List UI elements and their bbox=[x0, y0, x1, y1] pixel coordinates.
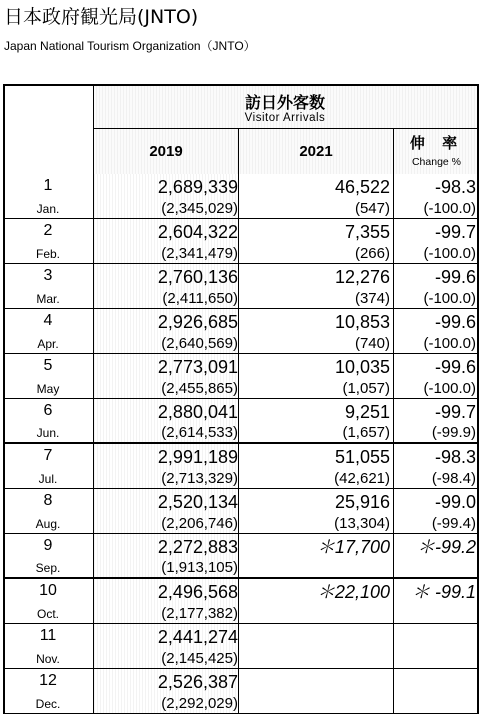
month-name: Apr. bbox=[37, 337, 59, 351]
page-subtitle: Japan National Tourism Organization（JNTO） bbox=[4, 39, 256, 53]
subvalue-change: (-99.4) bbox=[431, 515, 476, 532]
month-number: 1 bbox=[43, 177, 53, 194]
table-row bbox=[3, 354, 479, 399]
month-name: Mar. bbox=[36, 292, 60, 306]
value-2019: 2,991,189 bbox=[157, 447, 238, 467]
value-2019: 2,604,322 bbox=[157, 222, 238, 242]
subvalue-2019: (2,145,425) bbox=[161, 650, 238, 667]
value-2019: 2,880,041 bbox=[157, 402, 238, 422]
subvalue-2019: (2,640,569) bbox=[161, 335, 238, 352]
subvalue-change: (-100.0) bbox=[423, 245, 476, 262]
table-row bbox=[3, 669, 479, 714]
value-2021: ＊17,700 bbox=[316, 537, 390, 557]
value-change: ＊ -99.1 bbox=[411, 582, 476, 602]
month-number: 10 bbox=[39, 582, 57, 599]
value-2019: 2,926,685 bbox=[157, 312, 238, 332]
cell-2021 bbox=[238, 399, 393, 442]
cell-change bbox=[393, 489, 479, 533]
col-header-2019 bbox=[93, 129, 238, 174]
cell-2021 bbox=[238, 624, 393, 668]
subvalue-2019: (2,345,029) bbox=[161, 200, 238, 217]
cell-2019 bbox=[93, 174, 238, 218]
subvalue-2021: (266) bbox=[354, 245, 390, 262]
cell-2019 bbox=[93, 264, 238, 308]
subvalue-2021: (42,621) bbox=[334, 470, 390, 487]
month-header-cell bbox=[5, 86, 93, 174]
subvalue-2019: (2,341,479) bbox=[161, 245, 238, 262]
cell-change bbox=[393, 444, 479, 488]
value-change: ＊-99.2 bbox=[416, 537, 476, 557]
col-2019-label: 2019 bbox=[149, 143, 183, 160]
cell-2019 bbox=[93, 624, 238, 668]
value-change: -98.3 bbox=[434, 447, 476, 467]
visitor-arrivals-header bbox=[93, 86, 477, 129]
month-name: Jan. bbox=[36, 202, 60, 216]
month-cell bbox=[5, 174, 93, 218]
cell-change bbox=[393, 399, 479, 442]
month-cell bbox=[5, 489, 93, 533]
change-en-label: Change % bbox=[411, 156, 462, 168]
cell-2019 bbox=[93, 354, 238, 398]
subvalue-change: (-100.0) bbox=[423, 380, 476, 397]
month-cell bbox=[5, 309, 93, 353]
month-cell bbox=[5, 624, 93, 668]
month-cell bbox=[5, 579, 93, 623]
month-name: Jul. bbox=[38, 472, 58, 486]
cell-2021 bbox=[238, 489, 393, 533]
subvalue-change: (-98.4) bbox=[431, 470, 476, 487]
subvalue-2019: (2,713,329) bbox=[161, 470, 238, 487]
table-row bbox=[3, 444, 479, 489]
subvalue-2019: (2,614,533) bbox=[161, 424, 238, 441]
month-number: 11 bbox=[39, 627, 57, 644]
table-row bbox=[3, 534, 479, 579]
value-2021: 10,035 bbox=[334, 357, 390, 377]
month-cell bbox=[5, 219, 93, 263]
subvalue-change: (-100.0) bbox=[423, 290, 476, 307]
value-2021: 10,853 bbox=[334, 312, 390, 332]
cell-change bbox=[393, 219, 479, 263]
value-change: -99.0 bbox=[434, 492, 476, 512]
subvalue-2019: (2,177,382) bbox=[161, 605, 238, 622]
visitor-arrivals-en: Visitor Arrivals bbox=[244, 112, 326, 124]
visitor-arrivals-jp: 訪日外客数 bbox=[244, 93, 325, 112]
value-2021: 46,522 bbox=[334, 177, 390, 197]
cell-2021 bbox=[238, 579, 393, 623]
month-number: 5 bbox=[43, 357, 53, 374]
value-2019: 2,520,134 bbox=[157, 492, 238, 512]
page-title: 日本政府観光局(JNTO) bbox=[4, 6, 199, 28]
value-change: -99.7 bbox=[434, 402, 476, 422]
value-2021: 51,055 bbox=[334, 447, 390, 467]
month-name: May bbox=[36, 382, 60, 396]
table-row bbox=[3, 174, 479, 219]
col-header-change bbox=[393, 129, 479, 174]
month-name: Feb. bbox=[35, 247, 60, 261]
subvalue-2021: (13,304) bbox=[334, 515, 390, 532]
cell-2021 bbox=[238, 444, 393, 488]
month-name: Jun. bbox=[36, 426, 60, 440]
month-cell bbox=[5, 264, 93, 308]
cell-2021 bbox=[238, 534, 393, 577]
month-number: 4 bbox=[43, 312, 53, 329]
table-row bbox=[3, 219, 479, 264]
subvalue-2021: (1,057) bbox=[342, 380, 390, 397]
value-change: -98.3 bbox=[434, 177, 476, 197]
month-name: Nov. bbox=[36, 652, 60, 666]
table-row bbox=[3, 624, 479, 669]
cell-change bbox=[393, 534, 479, 577]
cell-change bbox=[393, 624, 479, 668]
cell-change bbox=[393, 354, 479, 398]
value-2021: ＊22,100 bbox=[316, 582, 390, 602]
cell-2019 bbox=[93, 309, 238, 353]
subvalue-2021: (740) bbox=[354, 335, 390, 352]
month-number: 8 bbox=[43, 492, 53, 509]
cell-2019 bbox=[93, 219, 238, 263]
cell-change bbox=[393, 264, 479, 308]
cell-change bbox=[393, 174, 479, 218]
table-row bbox=[3, 489, 479, 534]
month-cell bbox=[5, 399, 93, 442]
value-change: -99.6 bbox=[434, 312, 476, 332]
value-2021: 7,355 bbox=[344, 222, 390, 242]
value-2019: 2,689,339 bbox=[157, 177, 238, 197]
cell-change bbox=[393, 579, 479, 623]
month-number: 2 bbox=[43, 222, 53, 239]
cell-2021 bbox=[238, 669, 393, 713]
cell-2021 bbox=[238, 264, 393, 308]
subvalue-2019: (2,206,746) bbox=[161, 515, 238, 532]
month-name: Sep. bbox=[35, 561, 61, 575]
subvalue-2019: (2,292,029) bbox=[161, 695, 238, 712]
cell-2019 bbox=[93, 579, 238, 623]
subvalue-2021: (547) bbox=[354, 200, 390, 217]
value-2019: 2,773,091 bbox=[157, 357, 238, 377]
month-number: 6 bbox=[43, 402, 53, 419]
value-2019: 2,526,387 bbox=[157, 672, 238, 692]
value-2019: 2,441,274 bbox=[157, 627, 238, 647]
cell-change bbox=[393, 669, 479, 713]
subvalue-2019: (2,411,650) bbox=[162, 290, 238, 307]
value-2021: 9,251 bbox=[344, 402, 390, 422]
cell-2019 bbox=[93, 669, 238, 713]
cell-2021 bbox=[238, 174, 393, 218]
change-jp-label: 伸 率 bbox=[409, 134, 464, 152]
table-row bbox=[3, 579, 479, 624]
month-cell bbox=[5, 534, 93, 577]
value-change: -99.6 bbox=[434, 357, 476, 377]
subvalue-2021: (374) bbox=[354, 290, 390, 307]
cell-2019 bbox=[93, 444, 238, 488]
cell-2019 bbox=[93, 399, 238, 442]
subvalue-change: (-100.0) bbox=[423, 200, 476, 217]
month-number: 12 bbox=[39, 672, 57, 689]
subvalue-2021: (1,657) bbox=[342, 424, 390, 441]
cell-2021 bbox=[238, 354, 393, 398]
month-name: Aug. bbox=[35, 517, 61, 531]
value-2019: 2,272,883 bbox=[157, 537, 238, 557]
cell-2021 bbox=[238, 219, 393, 263]
month-cell bbox=[5, 669, 93, 713]
value-2021: 25,916 bbox=[334, 492, 390, 512]
cell-2019 bbox=[93, 534, 238, 577]
month-name: Dec. bbox=[35, 697, 61, 711]
subvalue-2019: (1,913,105) bbox=[161, 559, 238, 576]
subvalue-change: (-99.9) bbox=[431, 424, 476, 441]
value-2019: 2,760,136 bbox=[157, 267, 238, 287]
cell-2021 bbox=[238, 309, 393, 353]
value-change: -99.7 bbox=[434, 222, 476, 242]
subvalue-change: (-100.0) bbox=[423, 335, 476, 352]
value-2021: 12,276 bbox=[334, 267, 390, 287]
table-header bbox=[3, 84, 479, 174]
subvalue-2019: (2,455,865) bbox=[161, 380, 238, 397]
col-header-2021 bbox=[238, 129, 393, 174]
month-number: 7 bbox=[43, 447, 53, 464]
arrivals-table bbox=[3, 84, 479, 714]
month-number: 9 bbox=[43, 537, 53, 554]
cell-change bbox=[393, 309, 479, 353]
col-2021-label: 2021 bbox=[299, 143, 333, 160]
month-number: 3 bbox=[43, 267, 53, 284]
table-row bbox=[3, 399, 479, 444]
value-2019: 2,496,568 bbox=[157, 582, 238, 602]
table-row bbox=[3, 264, 479, 309]
month-cell bbox=[5, 354, 93, 398]
value-change: -99.6 bbox=[434, 267, 476, 287]
month-cell bbox=[5, 444, 93, 488]
cell-2019 bbox=[93, 489, 238, 533]
table-row bbox=[3, 309, 479, 354]
month-name: Oct. bbox=[36, 607, 59, 621]
